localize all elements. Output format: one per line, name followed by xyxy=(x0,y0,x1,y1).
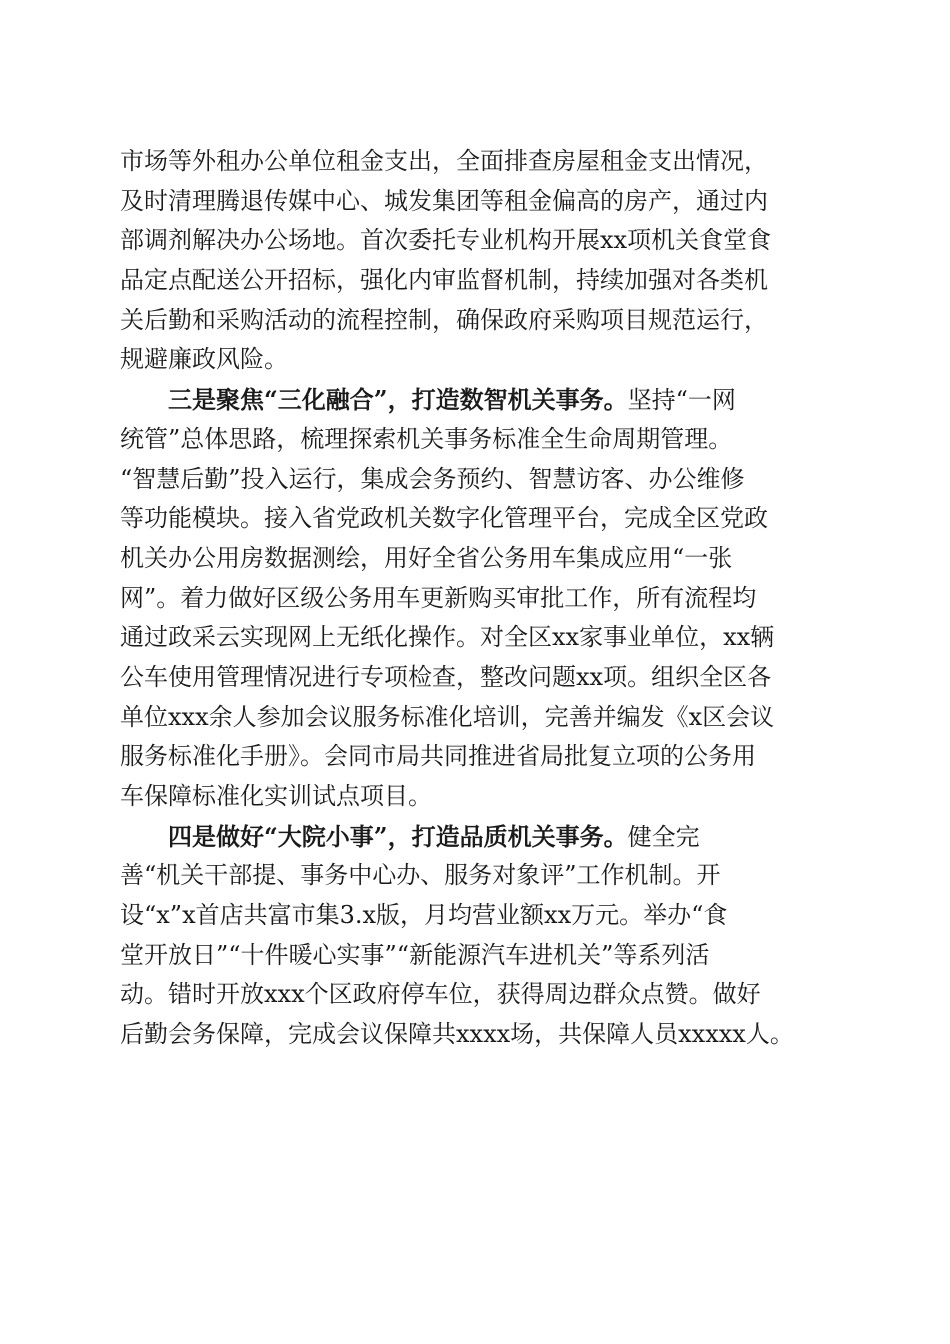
text-line: 等功能模块。接入省党政机关数字化管理平台，完成全区党政 xyxy=(120,504,768,533)
paragraph-first-line xyxy=(120,817,832,857)
text-line: 通过政采云实现网上无纸化操作。对全区xx家事业单位，xx辆 xyxy=(120,623,775,652)
paragraph-heading: 三是聚焦“三化融合”，打造数智机关事务。 xyxy=(168,385,628,415)
text-line: 规避廉政风险。 xyxy=(120,345,288,374)
paragraph-3 xyxy=(120,817,832,1055)
paragraph-first-line xyxy=(120,380,832,420)
text-line: “智慧后勤”投入运行，集成会务预约、智慧访客、办公维修 xyxy=(120,464,745,493)
text-line: 统管”总体思路，梳理探索机关事务标准全生命周期管理。 xyxy=(120,424,733,453)
text-line: 品定点配送公开招标，强化内审监督机制，持续加强对各类机 xyxy=(120,266,768,295)
text-line: 车保障标准化实训试点项目。 xyxy=(120,782,432,810)
text-line: 网”。着力做好区级公务用车更新购买审批工作，所有流程均 xyxy=(120,583,757,612)
text-line: 公车使用管理情况进行专项检查，整改问题xx项。组织全区各 xyxy=(120,662,772,691)
text-line: 善“机关干部提、事务中心办、服务对象评”工作机制。开 xyxy=(120,861,721,890)
text-line: 关后勤和采购活动的流程控制，确保政府采购项目规范运行， xyxy=(120,305,768,334)
text-line: 及时清理腾退传媒中心、城发集团等租金偏高的房产，通过内 xyxy=(120,186,768,215)
text-line: 服务标准化手册》。会同市局共同推进省局批复立项的公务用 xyxy=(120,742,756,771)
text-run: 健全完 xyxy=(627,822,700,851)
document-body xyxy=(120,142,832,1055)
text-line: 动。错时开放xxx个区政府停车位，获得周边群众点赞。做好 xyxy=(120,980,761,1009)
text-run: 坚持“一网 xyxy=(627,386,736,415)
text-line: 部调剂解决办公场地。首次委托专业机构开展xx项机关食堂食 xyxy=(120,226,772,255)
text-line: 单位xxx余人参加会议服务标准化培训，完善并编发《x区会议 xyxy=(120,702,775,731)
paragraph-2 xyxy=(120,380,832,817)
paragraph-heading: 四是做好“大院小事”，打造品质机关事务。 xyxy=(168,821,628,851)
text-line: 后勤会务保障，完成会议保障共xxxx场，共保障人员xxxxx人。 xyxy=(120,1020,794,1049)
text-line: 堂开放日”“十件暖心实事”“新能源汽车进机关”等系列活 xyxy=(120,940,710,969)
text-line: 市场等外租办公单位租金支出，全面排查房屋租金支出情况， xyxy=(120,147,768,175)
text-line: 机关办公用房数据测绘，用好全省公务用车集成应用“一张 xyxy=(120,543,733,572)
text-line: 设“x”x首店共富市集3.x版，月均营业额xx万元。举办“食 xyxy=(120,901,728,930)
paragraph-1 xyxy=(120,142,832,380)
